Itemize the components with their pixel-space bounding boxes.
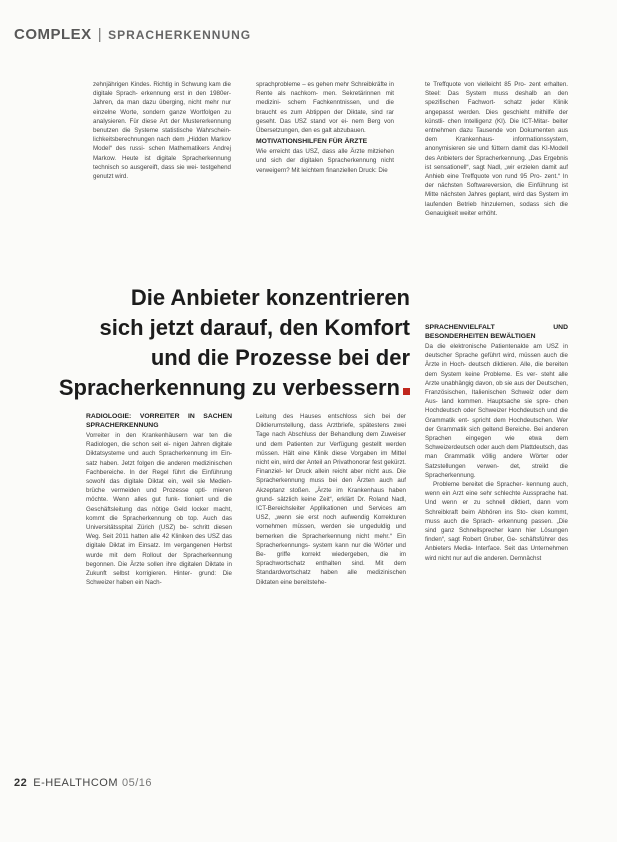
- pull-quote-line: sich jetzt darauf, den Komfort: [99, 315, 410, 340]
- body-text: te Treffquote von vielleicht 85 Pro- zent erhalten. Steel: Das System muss deshalb an den spezifischen Fachwort- schatz jeder Klinik angepasst werden. Dies geschieht mithilfe der künstli- chen Intelligenz (KI). Die ICT-Mitar- beiter entnehmen dazu Tausende von Dokumenten aus dem Krankenhaus- informationssystem, anonymisieren sie und füttern damit das KI-Modell des Anbieters der Spracherkennung. „Das Ergebnis ist sensationell“, sagt Nadl, „wir erzielen damit auf Anhieb eine Treffquote von rund 95 Pro- zent.“ In der nächsten Softwareversion, die Einführung ist Mitte nächsten Jahres geplant, wird das System im laufenden Betrieb hinzulernen, sodass sich die Genauigkeit weiter erhöht.: [425, 81, 568, 217]
- section-title: SPRACHERKENNUNG: [108, 28, 252, 42]
- end-marker-icon: [403, 388, 410, 395]
- subheading: SPRACHENVIELFALT UND BESONDERHEITEN BEWÄLTIGEN: [425, 324, 568, 340]
- body-text: Da die elektronische Patientenakte am USZ in deutscher Sprache geführt wird, müssen auch die Ärzte in Hoch- deutsch diktieren. Alle, die bereiten dem System keine Probleme. Es ver- steht alle Arzte unabhängig davon, ob sie aus der Deutschen, Französischen, Italienischen Schweiz oder dem Aus- land kommen. Hauptsache sie spre- chen Hochdeutsch oder Schweizer Hochdeutsch und die Grammatik ent- spricht dem Hochdeutschen. Wer der Grammatik sich geltend Bereiche. Bei anderen Sprachen eingegen wie etwa dem Schweizerdeutsch oder auch dem Plattdeutsch, das man Grammatik völlig andere Wörter oder Satzstellungen verwen- det, streikt die Spracherkennung.: [425, 343, 568, 479]
- header-separator: |: [97, 26, 103, 43]
- section-brand: COMPLEX: [14, 26, 92, 43]
- pull-quote-line: Spracherkennung zu verbessern: [10, 373, 410, 403]
- body-text: Wie erreicht das USZ, dass alle Ärzte mitziehen und sich der digitalen Spracherkennung nicht verweigern? Mit leichtem finanziellen Druck: Die: [256, 148, 394, 174]
- subheading: MOTIVATIONSHILFEN FÜR ÄRZTE: [256, 138, 368, 146]
- body-text: zehnjährigen Kindes. Richtig in Schwung kam die digitale Sprach- erkennung erst in den 1980er-Jahren, da man dazu überging, nicht mehr nur einzelne Worte, sondern ganze Wortfolgen zu analysieren. Für diese Art der Mustererkennung benutzen die Systeme statistische Wahrschein- lichkeitsberechnungen nach dem „Hidden Markov Model“ des russi- schen Mathematikers Andrej Markow. Heute ist digitale Spracherkennung technisch so ausgereift, dass sie wei- testgehend genutzt wird.: [93, 81, 231, 181]
- body-text: Probleme bereitet die Spracher- kennung auch, wenn ein Arzt eine sehr schlechte Aussprache hat. Und wenn er zu schnell diktiert, dann vom Schreibkraft beim Abhören ins Sto- cken kommt, muss auch die Sprach- erkennung passen. „Die sind ganz Schnellsprecher kann hier Lösungen finden“, sagt Robert Gruber, Ge- schäftsführer des Anbieters Media- Interface. Seit das Unternehmen wird nicht nur auf die anderen. Demnächst: [425, 481, 568, 562]
- page-footer: [14, 777, 152, 789]
- top-column-1: [93, 80, 231, 270]
- top-column-3: [425, 80, 568, 312]
- body-text: sprachprobleme – es gehen mehr Schreibkräfte in Rente als nachkom- men. Sekretärinnen mit medizini- schem Fachkenntnissen, und die braucht es zum Abtippen der Diktate, sind rar geseht. Das USZ stand vor ei- nem Berg von Übersetzungen, den es galt abzubauen.: [256, 81, 394, 135]
- body-text: Vorreiter in den Krankenhäusern war ten die Radiologen, die schon seit ei- nigen Jahren digitale Diktatsysteme und auch Spracherkennung im Ein- satz haben. Jetzt folgen die anderen medizinischen Fachbereiche. In der Regel führt die Einführung sowohl das digitale Diktat ein, weil sie Medien- brüche vermeiden und Prozesse opti- mieren möchte. Wenn alles gut funk- tioniert und die Geschäftsleitung das nötige Geld locker macht, kommt die Spracherkennung ob top. Auch das Universitätsspital Zürich (USZ) be- schritt diesen Weg. Seit 2011 hatten alle 42 Kliniken des USZ das digitale Diktat im Einsatz. Im vergangenen Herbst wurde mit dem Rollout der Spracherkennung begonnen. Die Ärzte sollen ihre digitalen Diktate in Zukunft selbst korrigieren. Hinter- grund: Die Schweizer haben ein Nach-: [86, 432, 232, 587]
- issue-number: 05/16: [122, 777, 153, 789]
- pull-quote: [10, 283, 410, 403]
- magazine-name: E-HEALTHCOM: [33, 777, 118, 789]
- pull-quote-line: und die Prozesse bei der: [150, 345, 410, 370]
- right-column: [425, 321, 568, 768]
- bottom-column-2: [256, 412, 406, 768]
- pull-quote-line: Die Anbieter konzentrieren: [130, 285, 410, 310]
- page-number: 22: [14, 777, 28, 789]
- top-column-2: [256, 80, 394, 270]
- running-header: [14, 26, 251, 43]
- body-text: Leitung des Hauses entschloss sich bei der Diktierumstellung, dass Arztbriefe, spätestens zwei Tage nach Abschluss der Behandlung dem Zuweiser und dem Patienten zur Verfügung gestellt werden müssen. Hält eine Klinik diese Vorgaben im Mittel nicht ein, wird der Anteil an Privathonorar fest gekürzt. Finanziel- ler Druck allein reicht aber nicht aus. Die Spracherkennung muss bei den Ärzten auch auf Akzeptanz stoßen. „Ärzte im Krankenhaus haben grund- sätzlich keine Zeit“, erklärt Dr. Roland Nadl, ICT-Bereichsleiter Applikationen und Services am USZ, „wenn sie erst noch aufwendig Korrekturen vornehmen müssen, werden sie ungeduldig und bemerken die Spracherkennung nicht mehr.“ Ein Spracherkennungs- system kann nur die Wörter und Be- griffe korrekt wiedergeben, die im Sprachwortschatz enthalten sind. Mit dem Standardwortschatz haben alle medizinischen Diktaten eine bereitstehe-: [256, 413, 406, 586]
- subheading: RADIOLOGIE: VORREITER IN SACHEN SPRACHERKENNUNG: [86, 413, 232, 429]
- bottom-column-1: [86, 410, 232, 768]
